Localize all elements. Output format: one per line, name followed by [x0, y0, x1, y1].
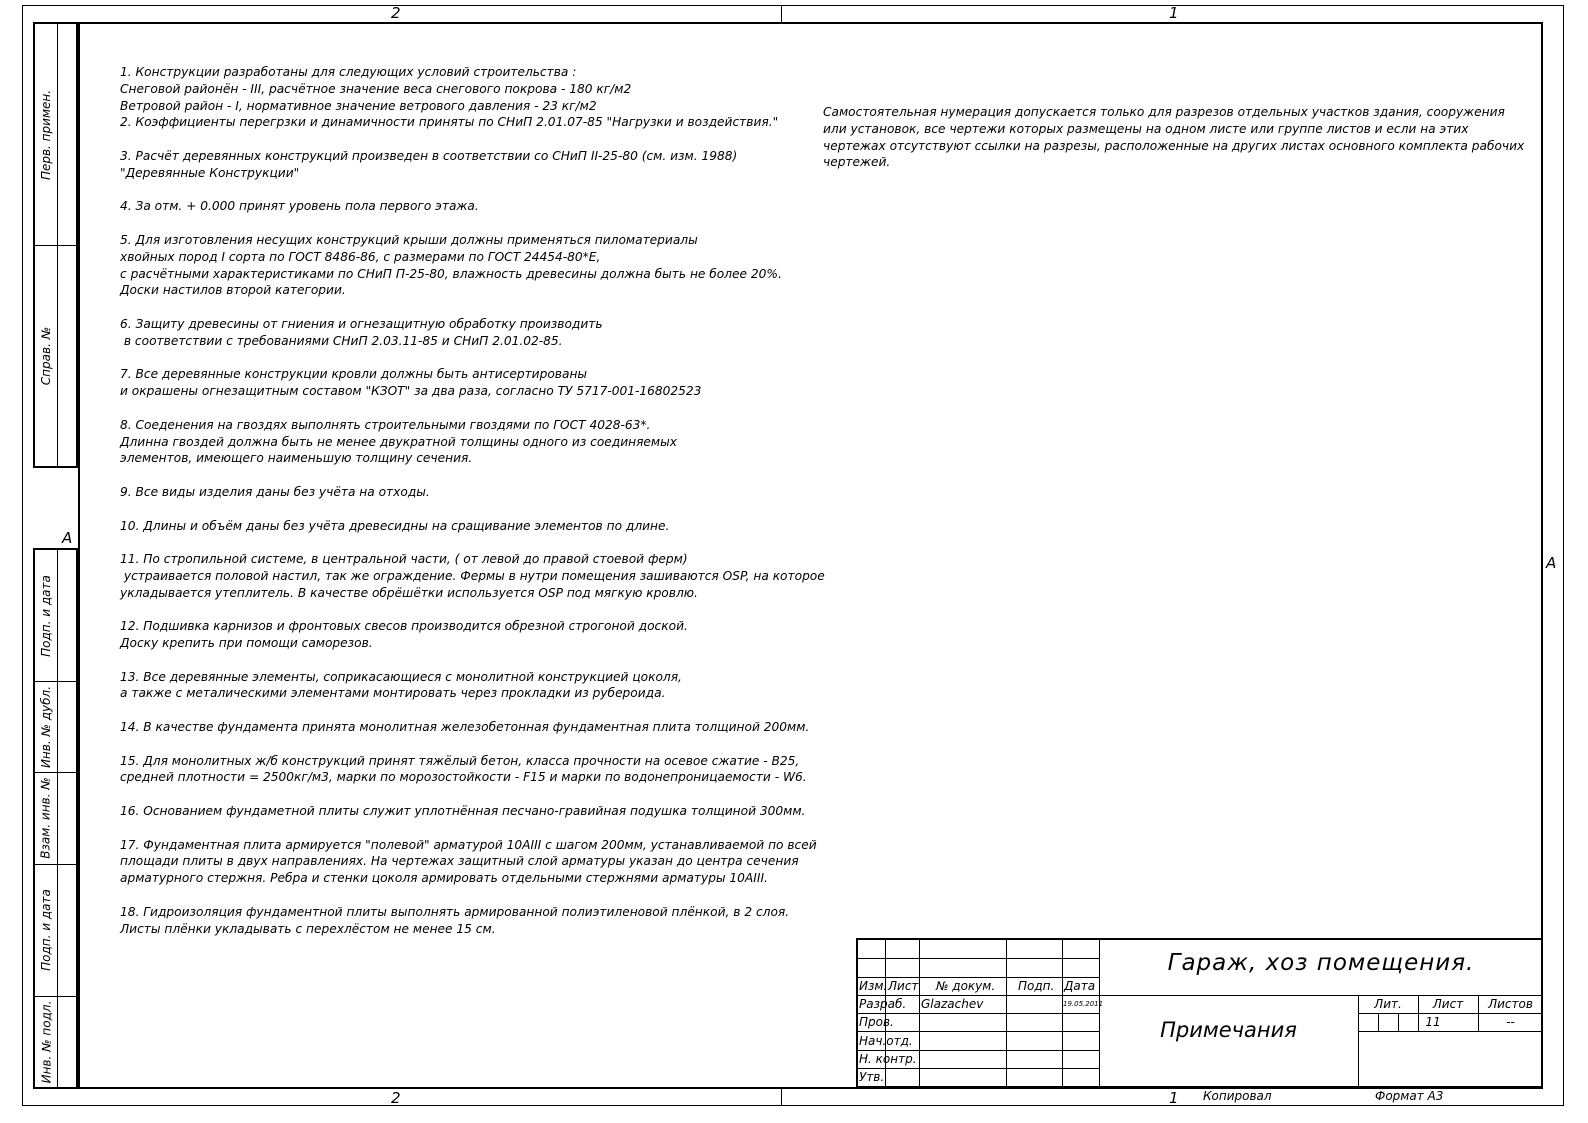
zone-divider-top: [781, 5, 782, 22]
zone-label-right: A: [1546, 554, 1557, 572]
numbering-note: Самостоятельная нумерация допускается только для разрезов отдельных участков здания, сооружения или установок, все чертежи которых размещены на одном листе или группе листов и если на этих чертежах отсутствуют ссылки на разрезы, расположенные на других листах основного комплекта рабочих чертежей.: [823, 105, 1525, 170]
zone-label-left: A: [62, 529, 73, 547]
note-item: 16. Основанием фундаметной плиты служит уплотнённая песчано-гравийная подушка толщиной 300мм.: [120, 804, 806, 819]
title-block: [856, 938, 1543, 1088]
side-stamp-lower: [33, 548, 78, 1089]
note-item: 15. Для монолитных ж/б конструкций принят тяжёлый бетон, класса прочности на осевое сжатие - В25, средней плотности = 2500кг/м3, марки по морозостойкости - F15 и марки по водонепроницаемости - W6.: [120, 753, 807, 785]
note-item: 4. За отм. + 0.000 принят уровень пола первого этажа.: [120, 199, 479, 214]
note-item: 17. Фундаментная плита армируется "полевой" арматурой 10АIII с шагом 200мм, устанавливаемой по всей площади плиты в двух направлениях. На чертежах защитный слой арматуры указан до центра сечения арматурного стержня. Ребра и стенки цоколя армировать отдельными стержнями арматуры 10АIII.: [120, 837, 817, 886]
listov-label: Листов: [1488, 997, 1533, 1011]
note-item: 11. По стропильной системе, в центральной части, ( от левой до правой стоевой ферм) устраивается половой настил, так же ограждение. Фермы в нутри помещения зашиваются OSP, на которое укладывается утеплитель. В качестве обрёшётки используется OSP под мягкую кровлю.: [120, 552, 825, 600]
lit-label: Лит.: [1374, 997, 1402, 1011]
sprav-no-label: Справ. №: [39, 326, 54, 385]
row-prov: Пров.: [859, 1015, 894, 1029]
note-item: 14. В качестве фундамента принята монолитная железобетонная фундаментная плита толщиной 200мм.: [120, 720, 810, 735]
zone-label-top-right: 1: [1169, 4, 1179, 22]
note-item: 8. Соеденения на гвоздях выполнять строительными гвоздями по ГОСТ 4028-63*. Длинна гвоздей должна быть не менее двукратной толщины одного из соединяемых элементов, имеющего наименьшую толщину сечения.: [120, 417, 677, 466]
row-n-kontr: Н. контр.: [859, 1052, 917, 1066]
row-nach-otd: Нач.отд.: [859, 1034, 913, 1048]
kopiroval-label: Копировал: [1203, 1089, 1272, 1103]
zone-label-top-left: 2: [391, 4, 401, 22]
podp-data-label-1: Подп. и дата: [39, 574, 53, 657]
perv-primen-label: Перв. примен.: [39, 89, 53, 180]
col-izm: Изм.: [859, 979, 888, 993]
inv-dubl-label: Инв. № дубл.: [39, 685, 54, 768]
developer-name: Glazachev: [921, 997, 984, 1011]
listov-value: --: [1506, 1015, 1515, 1029]
row-razrab: Разраб.: [859, 997, 907, 1011]
note-item: 1. Конструкции разработаны для следующих условий строительства : Снеговой районён - III, расчётное значение веса снегового покрова - 180 кг/м2 Ветровой район - I, нормативное значение ветрового давления - 23 кг/м2 2. Коэффициенты перегрзки и динамичности приняты по СНиП 2.01.07-85 "Нагрузки и воздействия.": [120, 65, 779, 130]
note-item: 7. Все деревянные конструкции кровли должны быть антисертированы и окрашены огнезащитным составом "КЗОТ" за два раза, согласно ТУ 5717-001-16802523: [120, 367, 702, 399]
note-item: 10. Длины и объём даны без учёта древесидны на сращивание элементов по длине.: [120, 518, 670, 533]
zone-label-bottom-right: 1: [1169, 1089, 1179, 1107]
format-label: Формат А3: [1375, 1089, 1444, 1103]
note-item: 6. Защиту древесины от гниения и огнезащитную обработку производить в соответствии с требованиями СНиП 2.03.11-85 и СНиП 2.01.02-85.: [120, 316, 603, 348]
note-item: 5. Для изготовления несущих конструкций крыши должны применяться пиломатериалы хвойных пород I сорта по ГОСТ 8486-86, с размерами по ГОСТ 24454-80*Е, с расчётными характеристиками по СНиП П-25-80, влажность древесины должна быть не более 20%. Доски настилов второй категории.: [120, 232, 782, 298]
developer-date: 19.05.2011: [1063, 1000, 1104, 1008]
zone-label-bottom-left: 2: [391, 1089, 401, 1107]
project-title: Гараж, хоз помещения.: [1167, 950, 1475, 976]
col-data: Дата: [1064, 979, 1096, 993]
col-podp: Подп.: [1018, 979, 1055, 993]
sheet-title: Примечания: [1160, 1018, 1297, 1042]
note-item: 13. Все деревянные элементы, соприкасающиеся с монолитной конструкцией цоколя, а также с металическими элементами монтировать через прокладки из рубероида.: [120, 669, 682, 701]
list-label: Лист: [1432, 997, 1464, 1011]
inv-podl-label: Инв. № подл.: [39, 1000, 54, 1083]
note-item: 18. Гидроизоляция фундаментной плиты выполнять армированной полиэтиленовой плёнкой, в 2 слоя. Листы плёнки укладывать с перехлёстом не менее 15 см.: [120, 904, 790, 936]
vzam-inv-label: Взам. инв. №: [39, 777, 54, 859]
col-dokum: № докум.: [936, 979, 996, 993]
list-value: 11: [1425, 1015, 1441, 1029]
note-item: 9. Все виды изделия даны без учёта на отходы.: [120, 484, 430, 499]
side-stamp-upper: [33, 22, 78, 468]
general-notes: [120, 64, 825, 954]
podp-data-label-2: Подп. и дата: [39, 889, 53, 971]
note-item: 12. Подшивка карнизов и фронтовых свесов производится обрезной строгоной доской. Доску крепить при помощи саморезов.: [120, 619, 688, 651]
zone-divider-bottom: [781, 1089, 782, 1106]
col-list: Лист: [888, 979, 919, 993]
row-utv: Утв.: [859, 1070, 885, 1084]
note-item: 3. Расчёт деревянных конструкций произведен в соответствии со СНиП II-25-80 (см. изм. 1988) "Деревянные Конструкции": [120, 148, 738, 180]
